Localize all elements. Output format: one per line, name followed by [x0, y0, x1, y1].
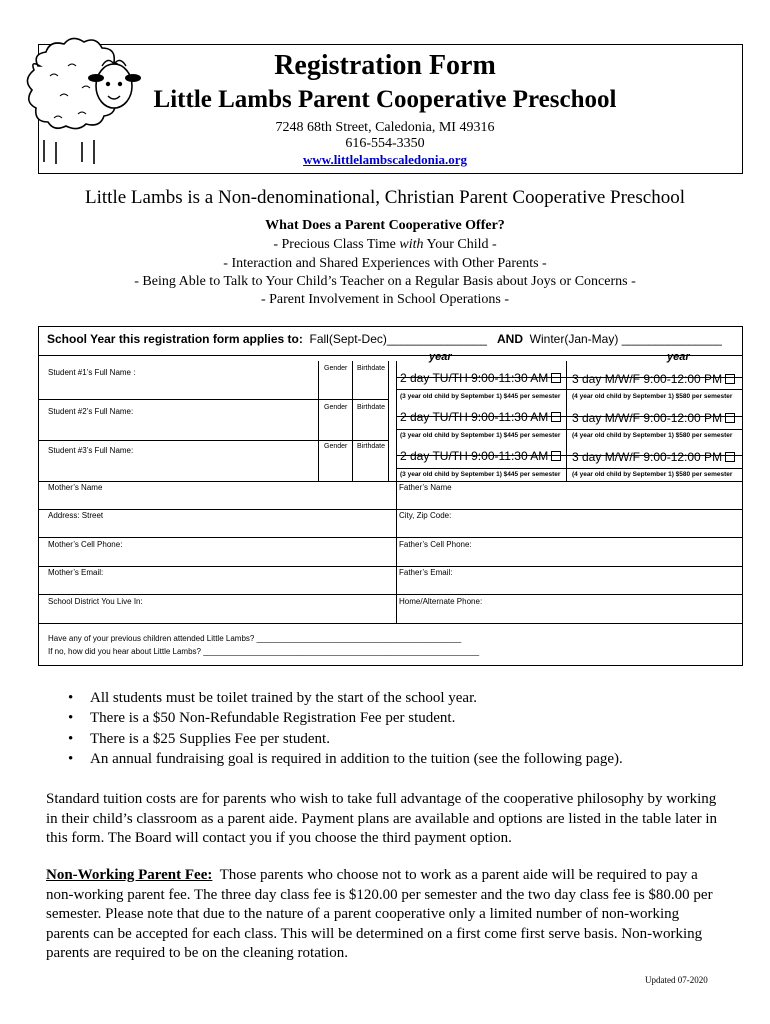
non-working-paragraph: Non-Working Parent Fee: Those parents who choose not to work as a parent aide will be required to pay a non-working parent fee. The three day class fee is $120.00 per semester and the two day class fee is $80.00 per semester. Please note that due to the nature of a parent cooperative only a limited number of non-working parents can be accepted for each class. This will be determined on a first come first serve basis. Non-working parents are required to be on the cleaning rotation.: [46, 867, 713, 961]
website-link[interactable]: www.littlelambscaledonia.org: [303, 152, 467, 167]
student-3-3day-option[interactable]: 3 day M/W/F 9:00-12:00 PM: [572, 450, 735, 464]
student-3-3day-note: (4 year old child by September 1) $580 per semester: [572, 471, 733, 478]
fall-year-label: year: [429, 351, 452, 363]
city-zip-field[interactable]: City, Zip Code:: [399, 511, 452, 520]
fathers-name-field[interactable]: Father’s Name: [399, 483, 452, 492]
school-name: Little Lambs Parent Cooperative Preschool: [153, 86, 617, 113]
student-3-2day-note: (3 year old child by September 1) $445 per semester: [400, 471, 561, 478]
student-1-name-field[interactable]: Student #1’s Full Name :: [48, 368, 136, 377]
student-1-birthdate-field[interactable]: Birthdate: [357, 365, 386, 372]
father-email-field[interactable]: Father’s Email:: [399, 568, 453, 577]
student-2-name-field[interactable]: Student #2’s Full Name:: [48, 407, 134, 416]
checkbox-icon[interactable]: [551, 451, 561, 461]
student-2-gender-field[interactable]: Gender: [324, 404, 348, 411]
updated-date: Updated 07-2020: [645, 975, 708, 985]
checkbox-icon[interactable]: [551, 412, 561, 422]
non-working-heading: Non-Working Parent Fee:: [46, 867, 213, 883]
school-year-row: School Year this registration form applies to: Fall(Sept-Dec)_______________ AND Winter(Jan-May) _______________: [47, 332, 722, 346]
student-1-2day-option[interactable]: 2 day TU/TH 9:00-11:30 AM: [400, 371, 561, 385]
address-street-field[interactable]: Address: Street: [48, 511, 104, 520]
father-cell-field[interactable]: Father’s Cell Phone:: [399, 540, 472, 549]
offer-line-2: - Interaction and Shared Experiences with Other Parents -: [223, 256, 547, 271]
fall-year-field[interactable]: _______________: [386, 332, 487, 346]
mothers-name-field[interactable]: Mother’s Name: [48, 483, 103, 492]
mother-email-field[interactable]: Mother’s Email:: [48, 568, 104, 577]
winter-year-label: year: [667, 351, 690, 363]
student-3-2day-option[interactable]: 2 day TU/TH 9:00-11:30 AM: [400, 449, 561, 463]
previous-children-question[interactable]: Have any of your previous children attended Little Lambs? ______________________________________________: [48, 634, 462, 643]
student-3-gender-field[interactable]: Gender: [324, 443, 348, 450]
student-2-3day-option[interactable]: 3 day M/W/F 9:00-12:00 PM: [572, 411, 735, 425]
offer-line-3: - Being Able to Talk to Your Child’s Teacher on a Regular Basis about Joys or Concerns -: [134, 274, 636, 289]
offer-line-1: - Precious Class Time with Your Child -: [273, 237, 497, 252]
checkbox-icon[interactable]: [551, 373, 561, 383]
school-phone: 616-554-3350: [345, 136, 425, 151]
school-address: 7248 68th Street, Caledonia, MI 49316: [275, 120, 495, 135]
student-3-name-field[interactable]: Student #3’s Full Name:: [48, 446, 134, 455]
registration-table: [38, 326, 743, 666]
student-1-2day-note: (3 year old child by September 1) $445 per semester: [400, 393, 561, 400]
student-2-2day-option[interactable]: 2 day TU/TH 9:00-11:30 AM: [400, 410, 561, 424]
mother-cell-field[interactable]: Mother’s Cell Phone:: [48, 540, 123, 549]
tagline: Little Lambs is a Non-denominational, Christian Parent Cooperative Preschool: [85, 187, 685, 208]
home-phone-field[interactable]: Home/Alternate Phone:: [399, 597, 483, 606]
student-2-2day-note: (3 year old child by September 1) $445 per semester: [400, 432, 561, 439]
page-title: Registration Form: [274, 50, 496, 81]
student-1-3day-note: (4 year old child by September 1) $580 per semester: [572, 393, 733, 400]
student-2-birthdate-field[interactable]: Birthdate: [357, 404, 386, 411]
winter-year-field[interactable]: _______________: [621, 332, 722, 346]
offer-line-4: - Parent Involvement in School Operations -: [260, 292, 510, 307]
hear-about-question[interactable]: If no, how did you hear about Little Lambs? ______________________________________________________________: [48, 647, 480, 656]
checkbox-icon[interactable]: [725, 413, 735, 423]
offer-heading: What Does a Parent Cooperative Offer?: [265, 218, 505, 233]
student-1-gender-field[interactable]: Gender: [324, 365, 348, 372]
checkbox-icon[interactable]: [725, 452, 735, 462]
student-3-birthdate-field[interactable]: Birthdate: [357, 443, 386, 450]
tuition-paragraph: Standard tuition costs are for parents who wish to take full advantage of the cooperative philosophy by working in their child’s classroom as a parent aide. Payment plans are available and options are listed in the table later in this form. The Board will contact you if you choose the third payment option.: [46, 791, 718, 846]
student-1-3day-option[interactable]: 3 day M/W/F 9:00-12:00 PM: [572, 372, 735, 386]
school-district-field[interactable]: School District You Live In:: [48, 597, 143, 606]
checkbox-icon[interactable]: [725, 374, 735, 384]
student-2-3day-note: (4 year old child by September 1) $580 per semester: [572, 432, 733, 439]
